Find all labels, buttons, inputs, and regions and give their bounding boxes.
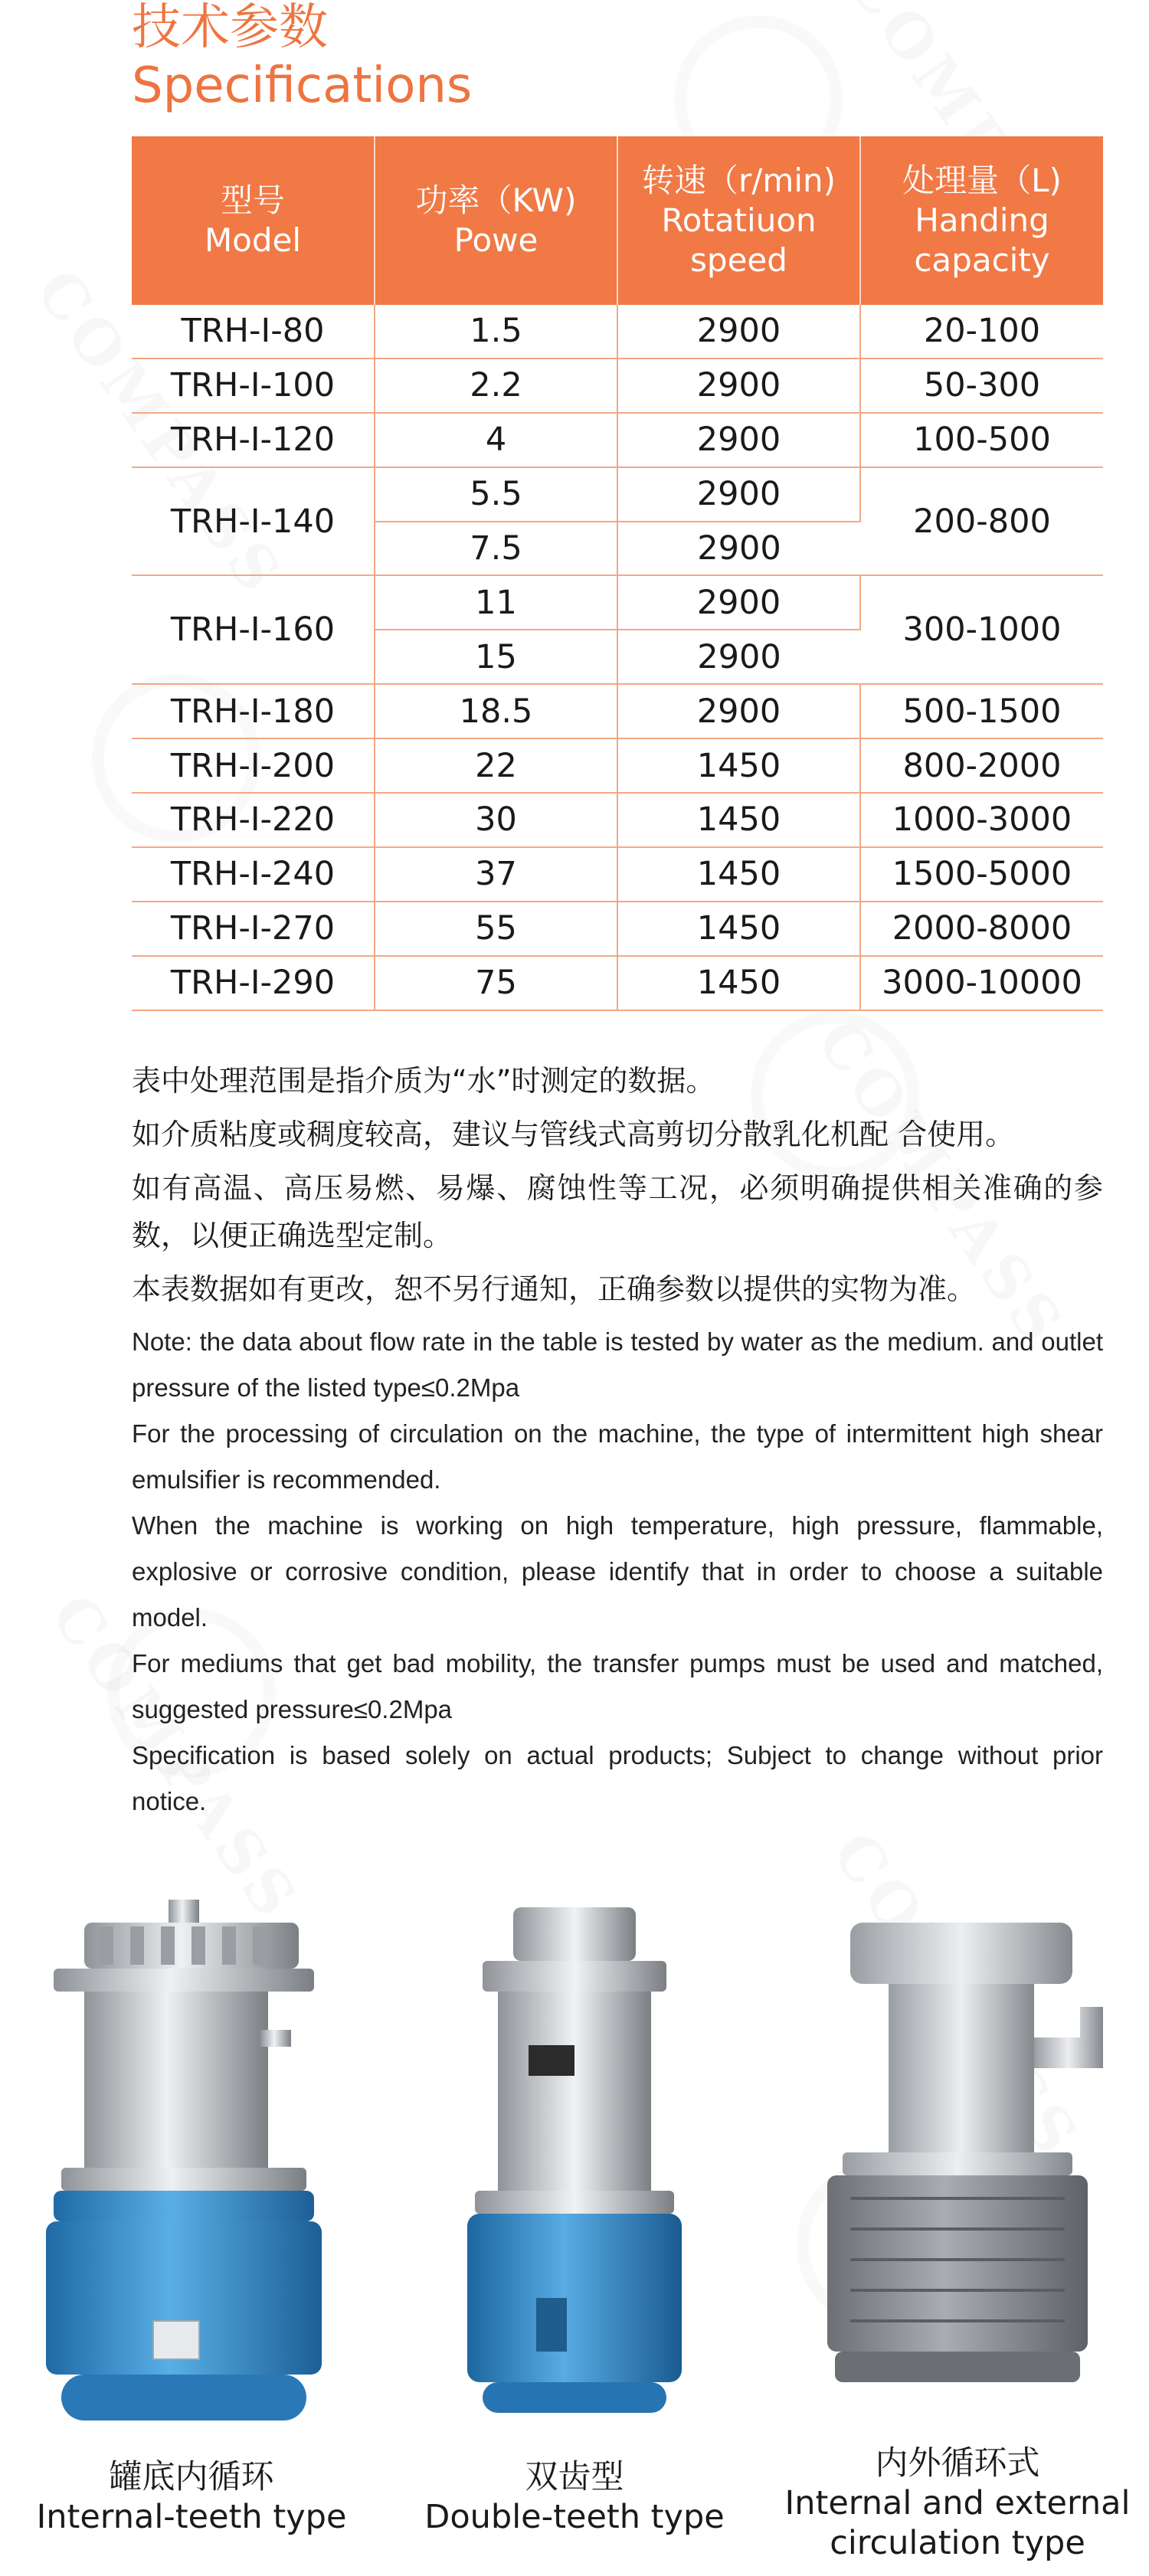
emulsifier-image xyxy=(804,1923,1111,2421)
header-speed-en: Rotatiuon speed xyxy=(661,201,817,279)
product-name-zh: 内外循环式 xyxy=(875,2444,1040,2483)
cell-power: 75 xyxy=(375,956,617,1010)
header-model xyxy=(132,136,375,305)
cell-speed: 2900 xyxy=(617,522,860,576)
cell-speed: 2900 xyxy=(617,358,860,413)
note-en-1: Note: the data about flow rate in the table is tested by water as the medium. and outlet pressure of the listed type≤0.2Mpa xyxy=(132,1327,1103,1402)
cell-model: TRH-I-240 xyxy=(132,847,375,902)
header-power xyxy=(375,136,617,305)
cell-model: TRH-I-120 xyxy=(132,413,375,467)
note-zh-1: 表中处理范围是指介质为“水”时测定的数据。 xyxy=(132,1064,715,1098)
header-model-en: Model xyxy=(204,221,302,259)
header-power-zh: 功率（KW) xyxy=(415,182,577,219)
cell-speed: 2900 xyxy=(617,684,860,738)
cell-speed: 2900 xyxy=(617,630,860,684)
spec-table xyxy=(132,136,1103,1011)
header-capacity xyxy=(860,136,1103,305)
note-zh-2: 如介质粘度或稠度较高，建议与管线式高剪切分散乳化机配 合使用。 xyxy=(132,1118,1015,1151)
cell-model: TRH-I-100 xyxy=(132,358,375,413)
cell-model: TRH-I-80 xyxy=(132,305,375,358)
table-row xyxy=(132,305,1103,358)
cell-model: TRH-I-290 xyxy=(132,956,375,1010)
product-internal-teeth xyxy=(0,1892,383,2576)
cell-capacity: 500-1500 xyxy=(860,684,1103,738)
note-en-2: For the processing of circulation on the machine, the type of intermittent high shear emulsifier is recommended. xyxy=(132,1419,1103,1494)
cell-power: 7.5 xyxy=(375,522,617,576)
note-en-3: When the machine is working on high temperature, high pressure, flammable, explosive or corrosive condition, please identify that in order to choose a suitable model. xyxy=(132,1511,1103,1632)
product-internal-external-circulation xyxy=(766,1892,1149,2576)
cell-speed: 2900 xyxy=(617,305,860,358)
cell-speed: 2900 xyxy=(617,575,860,630)
cell-power: 15 xyxy=(375,630,617,684)
cell-speed: 2900 xyxy=(617,413,860,467)
cell-model: TRH-I-160 xyxy=(132,575,375,684)
cell-capacity: 300-1000 xyxy=(860,575,1103,684)
cell-power: 2.2 xyxy=(375,358,617,413)
product-caption xyxy=(0,2457,383,2537)
cell-power: 18.5 xyxy=(375,684,617,738)
header-power-en: Powe xyxy=(453,221,538,259)
cell-model: TRH-I-270 xyxy=(132,902,375,956)
cell-power: 1.5 xyxy=(375,305,617,358)
notes-section xyxy=(132,1057,1103,1825)
cell-power: 55 xyxy=(375,902,617,956)
product-name-en: Internal-teeth type xyxy=(36,2498,347,2536)
table-row xyxy=(132,902,1103,956)
table-row xyxy=(132,358,1103,413)
cell-speed: 1450 xyxy=(617,956,860,1010)
product-double-teeth xyxy=(383,1892,766,2576)
cell-power: 11 xyxy=(375,575,617,630)
cell-speed: 1450 xyxy=(617,793,860,847)
header-capacity-zh: 处理量（L) xyxy=(902,162,1062,199)
product-name-zh: 双齿型 xyxy=(525,2458,624,2496)
cell-capacity: 20-100 xyxy=(860,305,1103,358)
note-en-4: For mediums that get bad mobility, the transfer pumps must be used and matched, suggested pressure≤0.2Mpa xyxy=(132,1649,1103,1723)
page-title-zh: 技术参数 xyxy=(132,0,328,56)
cell-capacity: 3000-10000 xyxy=(860,956,1103,1010)
product-caption xyxy=(383,2457,766,2537)
emulsifier-image xyxy=(38,1892,345,2451)
table-row xyxy=(132,793,1103,847)
cell-power: 5.5 xyxy=(375,467,617,522)
cell-power: 4 xyxy=(375,413,617,467)
table-row xyxy=(132,684,1103,738)
cell-capacity: 50-300 xyxy=(860,358,1103,413)
product-name-zh: 罐底内循环 xyxy=(109,2458,274,2496)
cell-speed: 1450 xyxy=(617,738,860,793)
table-row xyxy=(132,738,1103,793)
note-zh-4: 本表数据如有更改，恕不另行通知，正确参数以提供的实物为准。 xyxy=(132,1272,977,1306)
table-row xyxy=(132,956,1103,1010)
table-row xyxy=(132,847,1103,902)
note-zh-3: 如有高温、高压易燃、易爆、腐蚀性等工况，必须明确提供相关准确的参数，以便正确选型定制。 xyxy=(132,1171,1103,1252)
emulsifier-image xyxy=(421,1892,728,2451)
header-speed-zh: 转速（r/min) xyxy=(641,162,836,199)
table-row xyxy=(132,413,1103,467)
cell-power: 22 xyxy=(375,738,617,793)
page-title-en: Specifications xyxy=(132,57,473,114)
cell-capacity: 1500-5000 xyxy=(860,847,1103,902)
cell-capacity: 2000-8000 xyxy=(860,902,1103,956)
table-row xyxy=(132,575,1103,630)
cell-model: TRH-I-140 xyxy=(132,467,375,576)
cell-speed: 2900 xyxy=(617,467,860,522)
table-row xyxy=(132,467,1103,522)
cell-speed: 1450 xyxy=(617,847,860,902)
product-name-en: Double-teeth type xyxy=(424,2498,725,2536)
note-en-5: Specification is based solely on actual products; Subject to change without prior notice. xyxy=(132,1741,1103,1815)
product-name-en: Internal and external circulation type xyxy=(784,2484,1131,2562)
cell-capacity: 200-800 xyxy=(860,467,1103,576)
product-caption xyxy=(766,2443,1149,2563)
cell-speed: 1450 xyxy=(617,902,860,956)
spec-table-header-row xyxy=(132,136,1103,305)
cell-model: TRH-I-180 xyxy=(132,684,375,738)
cell-capacity: 100-500 xyxy=(860,413,1103,467)
cell-model: TRH-I-200 xyxy=(132,738,375,793)
cell-capacity: 800-2000 xyxy=(860,738,1103,793)
header-model-zh: 型号 xyxy=(220,182,285,219)
cell-power: 37 xyxy=(375,847,617,902)
cell-model: TRH-I-220 xyxy=(132,793,375,847)
cell-power: 30 xyxy=(375,793,617,847)
header-speed xyxy=(617,136,860,305)
header-capacity-en: Handing capacity xyxy=(914,201,1050,279)
cell-capacity: 1000-3000 xyxy=(860,793,1103,847)
